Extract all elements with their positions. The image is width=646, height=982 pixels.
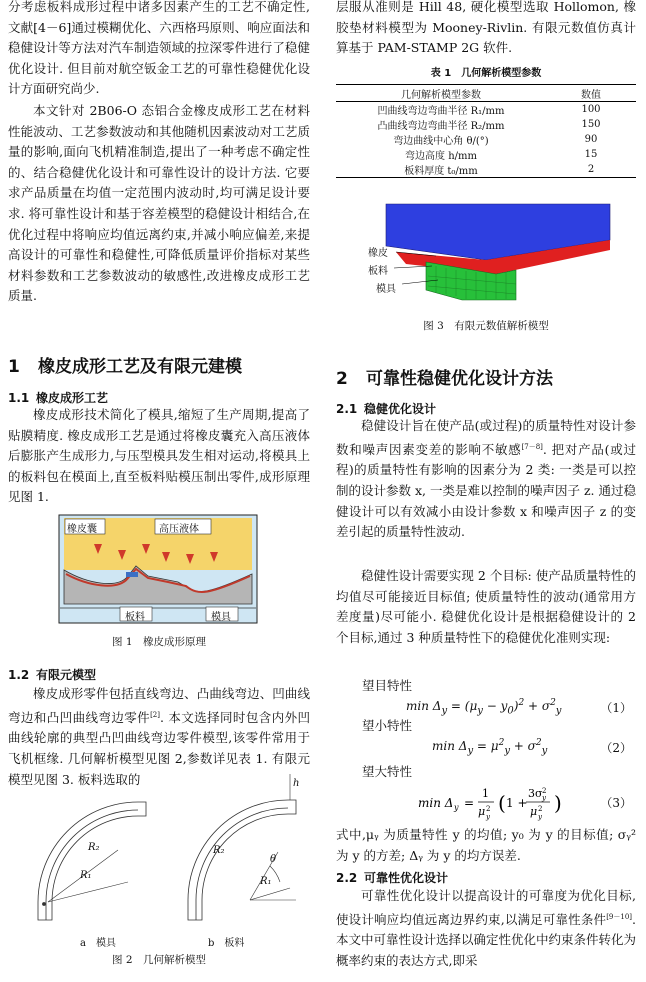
paragraph-5-part-b: . 本文中可靠性设计选择以确定性优化中约束条件转化为概率约束的表达方式,即采: [336, 911, 637, 968]
figure-1-caption: 图 1 橡皮成形原理: [111, 636, 207, 648]
table-cell: 90: [584, 134, 598, 145]
svg-text:y: y: [542, 794, 546, 802]
section-1-number: 1: [8, 357, 20, 377]
section-2-heading: [336, 364, 553, 389]
equation-1-number: （1）: [600, 701, 632, 715]
paragraph-5-part-a: 可靠性优化设计以提高设计的可靠度为优化目标,使设计响应均值远离边界约束,以满足可靠性条件: [336, 888, 636, 927]
svg-text:2: 2: [538, 805, 543, 813]
table-row: [336, 162, 636, 178]
section-2-title: 可靠性稳健优化设计方法: [366, 369, 553, 389]
table-cell: 100: [581, 104, 601, 115]
section-2-1-heading: [336, 400, 436, 417]
fig1-label-die: 模具: [211, 612, 231, 623]
table-cell: 板料厚度 t₀/mm: [336, 162, 546, 178]
svg-text:(: (: [498, 791, 506, 815]
equation-1: $\min \Delta_y = (\mu_y - y_0)^2 + \sigma^2_y$: [406, 698, 562, 717]
section-1-2-number: 1.2: [8, 668, 30, 682]
svg-text:μ: μ: [478, 805, 486, 818]
section-2-2-number: 2.2: [336, 871, 358, 885]
svg-text:=: =: [464, 796, 475, 810]
section-1-heading: [8, 352, 242, 377]
svg-text:2: 2: [542, 787, 547, 795]
svg-text:3σ: 3σ: [528, 787, 543, 800]
right-paragraph-3: 稳健性设计需要实现 2 个目标: 使产品质量特性的均值尽可能接近目标值; 使质量特性的波动(通常用方差度量)尽可能小. 稳健优化设计是根据稳健设计的 2 个目标,通过 3 种质量特性下的稳健优化准则实现:: [336, 568, 636, 645]
table-1-header-param: 几何解析模型参数: [336, 85, 546, 102]
table-cell: 弯边曲线中心角 θ/(°): [393, 136, 489, 147]
section-1-1-title: 橡皮成形工艺: [36, 391, 109, 405]
section-2-number: 2: [336, 369, 348, 389]
section-1-title: 橡皮成形工艺及有限元建模: [38, 357, 242, 377]
equation-3-number: （3）: [600, 796, 632, 810]
citation-9-10: [9－10]: [606, 912, 633, 921]
table-cell: 150: [581, 119, 601, 130]
fig3-label-die: 模具: [376, 284, 396, 295]
figure-2-drawing: [18, 770, 308, 930]
figure-2a-subcaption: a 模具: [80, 938, 116, 949]
equation-2: $\min \Delta_y = \mu^2_y + \sigma^2_y$: [432, 738, 548, 757]
table-row: [336, 102, 636, 118]
section-2-2-heading: [336, 869, 448, 886]
fig2b-label-r2: R₂: [213, 845, 225, 856]
figure-2b-subcaption: b 板料: [208, 938, 245, 949]
svg-text:2: 2: [486, 805, 491, 813]
svg-text:1: 1: [482, 787, 489, 800]
section-2-1-title: 稳健优化设计: [364, 402, 437, 416]
equation-2-number: （2）: [600, 741, 632, 755]
table-cell: 弯边高度 h/mm: [405, 151, 477, 162]
figure-3-caption: 图 3 有限元数值解析模型: [423, 320, 549, 332]
right-paragraph-2: [336, 416, 636, 543]
table-row: [336, 117, 636, 132]
svg-text:): ): [554, 791, 562, 815]
equation-3-drawing: [418, 783, 568, 823]
section-1-2-title: 有限元模型: [36, 668, 97, 682]
svg-text:min Δ: min Δ: [418, 796, 454, 810]
blank-strip: [126, 572, 138, 577]
fig2b-blank-drawing: [188, 774, 296, 920]
table-cell: 15: [584, 149, 598, 160]
fig2a-die-drawing: [38, 802, 146, 920]
left-paragraph-2: 本文针对 2B06-O 态铝合金橡皮成形工艺在材料性能波动、工艺参数波动和其他随机因素波动对工艺质量的影响,面向飞机精准制造,提出了一种考虑不确定性的、结合稳健优化设计和可靠性设计的设计方法. 它要求产品质量在均值一定范围内波动时,均可满足设计要求. 将可靠性设计和基于容差模型的稳健设计相结合,在优化过程中将响应均值远离约束,并减小响应偏差,来提高设计的可靠性和稳健性,可降低质量评价指标对某些材料参数和工艺参数波动的敏感性,改进橡皮成形工艺质量.: [8, 103, 310, 304]
svg-text:y: y: [486, 813, 490, 821]
figure-3-drawing: [366, 200, 616, 310]
fig3-label-blank: 板料: [368, 266, 388, 277]
figure-1-rubber-forming: [58, 514, 258, 624]
criterion-nominal-is-best: 望目特性: [362, 678, 413, 693]
fig2b-label-theta: θ: [270, 854, 277, 865]
table-1-header-value: 数值: [546, 85, 636, 102]
fig3-label-rubber: 橡皮: [368, 248, 388, 259]
table-row: [336, 147, 636, 162]
figure-3-fe-model: [366, 200, 616, 310]
fig2b-label-r1: R₁: [260, 876, 272, 887]
table-cell: 凸曲线弯边弯曲半径 R₂/mm: [377, 121, 505, 132]
table-1-header-row: [336, 85, 636, 102]
section-2-2-title: 可靠性优化设计: [364, 871, 449, 885]
svg-text:μ: μ: [530, 805, 538, 818]
table-1: [336, 84, 636, 178]
svg-text:y: y: [454, 803, 459, 812]
criterion-smaller-is-better: 望小特性: [362, 718, 413, 733]
figure-2-caption: 图 2 几何解析模型: [111, 954, 207, 966]
fig1-label-rubber-bladder: 橡皮囊: [67, 524, 97, 535]
fig2a-label-r1: R₁: [80, 870, 92, 881]
right-paragraph-5: [336, 886, 636, 972]
table-cell: 2: [546, 162, 636, 178]
paragraph-2-part-b: . 把对产品(或过程)的质量特性有影响的因素分为 2 类: 一类是可以控制的设计参数 x, 一类是难以控制的噪声因子 z. 通过稳健设计可以有效减小由设计参数 x 和噪声因子 z 的变差引起的质量特性波动.: [336, 441, 636, 540]
right-paragraph-4: 式中,μᵧ 为质量特性 y 的均值; y₀ 为 y 的目标值; σᵧ² 为 y 的方差; Δᵧ 为 y 的均方误差.: [336, 827, 636, 863]
equation-3: [418, 783, 568, 826]
criterion-larger-is-better: 望大特性: [362, 764, 413, 779]
paragraph-4-part-b: . 本文选择同时包含内外凹曲线轮廓的典型凸凹曲线弯边零件模型,该零件常用于飞机框缘. 几何解析模型见图 2,参数详见表 1. 有限元模型见图 3. 板料选取的: [8, 709, 310, 787]
citation-7-8: [7－8]: [521, 442, 543, 451]
citation-2: [2]: [150, 710, 160, 719]
paragraph-2-part-a: 稳健设计旨在使产品(或过程)的质量特性对设计参数和噪声因素变差的影响不敏感: [336, 418, 636, 457]
table-row: [336, 132, 636, 147]
fig2a-label-r2: R₂: [88, 842, 100, 853]
left-paragraph-3: 橡皮成形技术简化了模具,缩短了生产周期,提高了贴膜精度. 橡皮成形工艺是通过将橡皮囊充入高压液体后膨胀产生成形力,与压型模具发生相对运动,将模具上的板料包在模面上,直至板料贴模压制出零件,成形原理见图 1.: [8, 407, 310, 505]
section-1-2-heading: [8, 666, 96, 683]
fig1-label-blank: 板料: [125, 612, 145, 623]
svg-text:y: y: [538, 813, 542, 821]
section-1-1-number: 1.1: [8, 391, 30, 405]
right-paragraph-1: 层服从准则是 Hill 48, 硬化模型选取 Hollomon, 橡胶垫材料模型为 Mooney-Rivlin. 有限元数值仿真计算基于 PAM-STAMP 2G 软件.: [336, 0, 636, 56]
table-1-caption: 表 1 几何解析模型参数: [430, 68, 542, 79]
table-cell: 凹曲线弯边弯曲半径 R₁/mm: [377, 106, 505, 117]
fig1-label-high-pressure-fluid: 高压液体: [159, 524, 199, 535]
fig2b-label-h: h: [293, 778, 300, 789]
svg-text:1 +: 1 +: [506, 796, 528, 810]
section-2-1-number: 2.1: [336, 402, 358, 416]
left-paragraph-1: 分考虑板料成形过程中诸多因素产生的工艺不确定性,文献[4－6]通过模糊优化、六西格玛原则、响应面法和稳健设计等方法对汽车制造领域的拉深零件进行了稳健优化设计. 但目前对航空钣金工艺的可靠性稳健优化设计方面研究尚少.: [8, 0, 310, 97]
figure-2-geometry: [18, 770, 308, 930]
section-1-1-heading: [8, 389, 108, 406]
paragraph-4-part-a: 橡皮成形零件包括直线弯边、凸曲线弯边、凹曲线弯边和凸凹曲线弯边零件: [8, 686, 310, 725]
